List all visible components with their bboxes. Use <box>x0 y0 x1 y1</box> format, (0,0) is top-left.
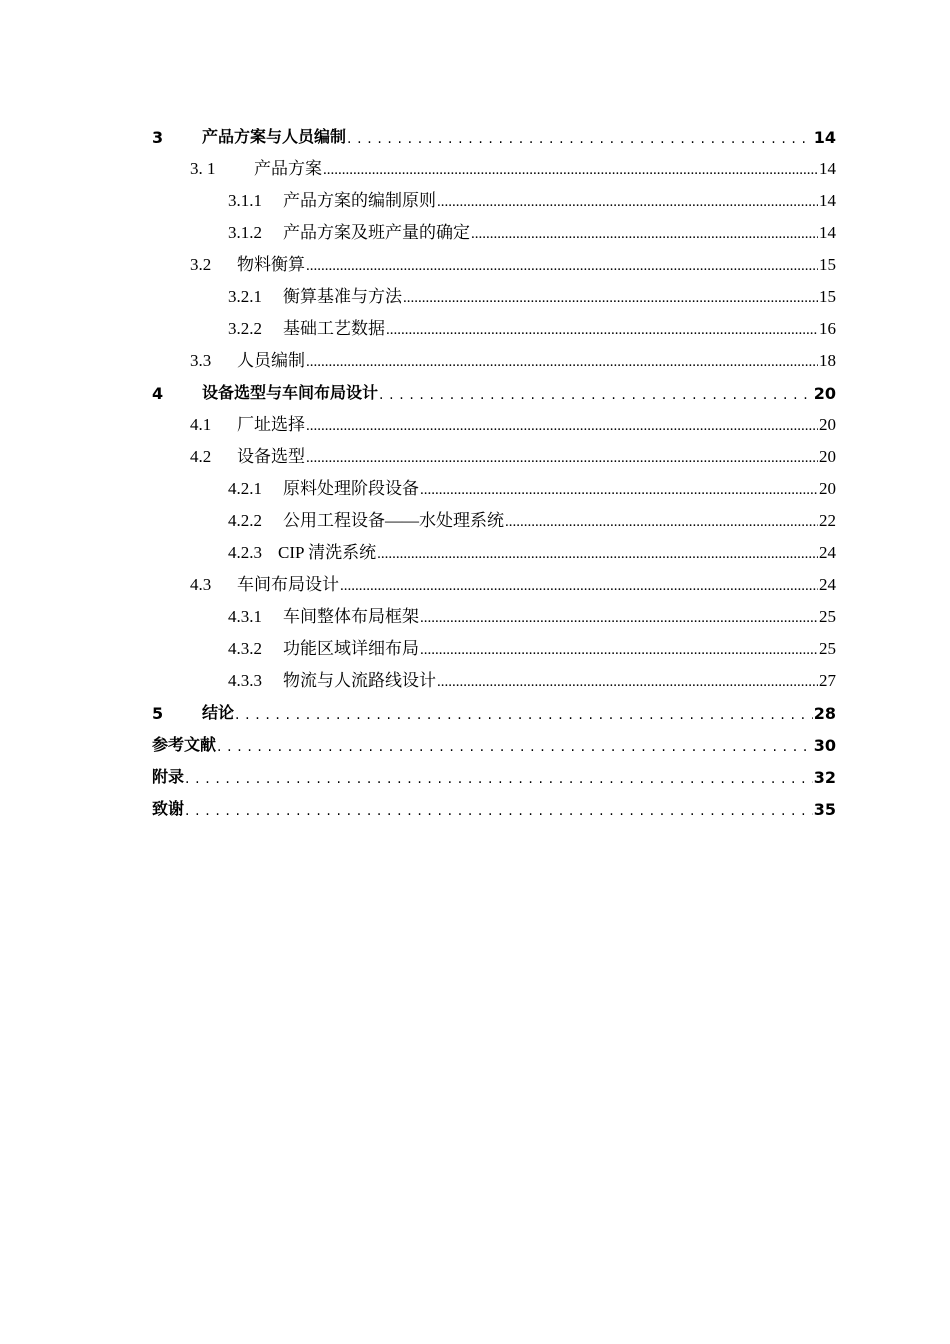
toc-number: 3.1.2 <box>228 223 262 242</box>
dot-leader <box>185 800 813 819</box>
dot-leader <box>420 479 818 499</box>
toc-number: 4.1 <box>190 415 212 434</box>
toc-title: 结论 <box>202 703 235 722</box>
dot-leader <box>306 255 818 275</box>
toc-entry-3-3[interactable] <box>152 339 836 371</box>
toc-entry-4-2-1[interactable] <box>152 467 836 499</box>
toc-entry-3-1-2[interactable] <box>152 211 836 243</box>
dot-leader <box>340 575 818 595</box>
dot-leader <box>420 607 818 627</box>
toc-page-number: 16 <box>819 319 836 338</box>
toc-title: 物流与人流路线设计 <box>283 671 436 690</box>
toc-number: 3.1.1 <box>228 191 262 210</box>
toc-page-number: 20 <box>819 447 836 466</box>
toc-title: 公用工程设备——水处理系统 <box>283 511 504 530</box>
dot-leader <box>377 543 818 563</box>
toc-number: 4 <box>152 384 164 403</box>
toc-title: 参考文献 <box>152 735 217 754</box>
dot-leader <box>379 384 813 403</box>
toc-number: 4.3.1 <box>228 607 262 626</box>
dot-leader <box>471 223 818 243</box>
toc-title: 衡算基准与方法 <box>283 287 402 306</box>
toc-title: 附录 <box>152 767 185 786</box>
toc-title: CIP 清洗系统 <box>278 543 377 562</box>
toc-title: 基础工艺数据 <box>283 319 385 338</box>
toc-entry-4-2-2[interactable] <box>152 499 836 531</box>
toc-entry-4-3-3[interactable] <box>152 659 836 691</box>
toc-number: 3. 1 <box>190 159 216 178</box>
toc-entry-3-1-1[interactable] <box>152 179 836 211</box>
table-of-contents <box>152 115 836 819</box>
toc-page-number: 24 <box>819 543 836 562</box>
toc-title: 人员编制 <box>237 351 305 370</box>
toc-page-number: 15 <box>819 255 836 274</box>
toc-entry-3-1[interactable] <box>152 147 836 179</box>
dot-leader <box>217 736 813 755</box>
toc-page-number: 30 <box>813 736 836 755</box>
toc-title: 厂址选择 <box>237 415 305 434</box>
toc-number: 3.2.1 <box>228 287 262 306</box>
toc-entry-4-3-1[interactable] <box>152 595 836 627</box>
toc-title: 车间布局设计 <box>237 575 339 594</box>
toc-page-number: 35 <box>813 800 836 819</box>
toc-title: 物料衡算 <box>237 255 305 274</box>
toc-page-number: 14 <box>813 128 836 147</box>
dot-leader <box>386 319 818 339</box>
dot-leader <box>306 415 818 435</box>
dot-leader <box>185 768 813 787</box>
toc-number: 4.2 <box>190 447 212 466</box>
toc-page-number: 20 <box>819 479 836 498</box>
toc-number: 4.2.3 <box>228 543 262 562</box>
toc-entry-acknowledgements[interactable] <box>152 787 836 819</box>
toc-title: 产品方案 <box>254 159 322 178</box>
toc-entry-3-2[interactable] <box>152 243 836 275</box>
dot-leader <box>420 639 818 659</box>
toc-title: 原料处理阶段设备 <box>283 479 419 498</box>
toc-page-number: 14 <box>819 191 836 210</box>
toc-number: 3.2 <box>190 255 212 274</box>
toc-page-number: 18 <box>819 351 836 370</box>
toc-number: 3.2.2 <box>228 319 262 338</box>
toc-title: 设备选型与车间布局设计 <box>202 383 379 402</box>
toc-page-number: 22 <box>819 511 836 530</box>
toc-number: 4.3.2 <box>228 639 262 658</box>
toc-entry-3[interactable] <box>152 115 836 147</box>
toc-page-number: 20 <box>819 415 836 434</box>
toc-title: 产品方案的编制原则 <box>283 191 436 210</box>
dot-leader <box>323 159 818 179</box>
dot-leader <box>437 671 818 691</box>
toc-number: 4.3 <box>190 575 212 594</box>
toc-entry-3-2-2[interactable] <box>152 307 836 339</box>
toc-page-number: 25 <box>819 639 836 658</box>
toc-title: 设备选型 <box>237 447 305 466</box>
toc-number: 4.2.2 <box>228 511 262 530</box>
toc-page-number: 14 <box>819 159 836 178</box>
dot-leader <box>306 447 818 467</box>
dot-leader <box>347 128 813 147</box>
toc-page-number: 14 <box>819 223 836 242</box>
toc-number: 3 <box>152 128 164 147</box>
toc-title: 产品方案及班产量的确定 <box>283 223 470 242</box>
toc-number: 4.3.3 <box>228 671 262 690</box>
toc-page-number: 15 <box>819 287 836 306</box>
dot-leader <box>403 287 818 307</box>
toc-number: 3.3 <box>190 351 212 370</box>
dot-leader <box>505 511 818 531</box>
toc-entry-4-2-3[interactable] <box>152 531 836 563</box>
toc-entry-4-2[interactable] <box>152 435 836 467</box>
toc-entry-4-1[interactable] <box>152 403 836 435</box>
toc-entry-3-2-1[interactable] <box>152 275 836 307</box>
toc-number: 5 <box>152 704 164 723</box>
toc-page-number: 25 <box>819 607 836 626</box>
dot-leader <box>437 191 818 211</box>
toc-entry-4[interactable] <box>152 371 836 403</box>
toc-title: 致谢 <box>152 799 185 818</box>
toc-entry-5[interactable] <box>152 691 836 723</box>
toc-page-number: 20 <box>813 384 836 403</box>
toc-entry-references[interactable] <box>152 723 836 755</box>
toc-entry-4-3[interactable] <box>152 563 836 595</box>
dot-leader <box>306 351 818 371</box>
toc-page-number: 24 <box>819 575 836 594</box>
toc-title: 产品方案与人员编制 <box>202 127 347 146</box>
toc-title: 车间整体布局框架 <box>283 607 419 626</box>
toc-entry-4-3-2[interactable] <box>152 627 836 659</box>
dot-leader <box>235 704 813 723</box>
toc-number: 4.2.1 <box>228 479 262 498</box>
toc-title: 功能区域详细布局 <box>283 639 419 658</box>
toc-page-number: 28 <box>813 704 836 723</box>
toc-page-number: 32 <box>813 768 836 787</box>
toc-page-number: 27 <box>819 671 836 690</box>
toc-entry-appendix[interactable] <box>152 755 836 787</box>
